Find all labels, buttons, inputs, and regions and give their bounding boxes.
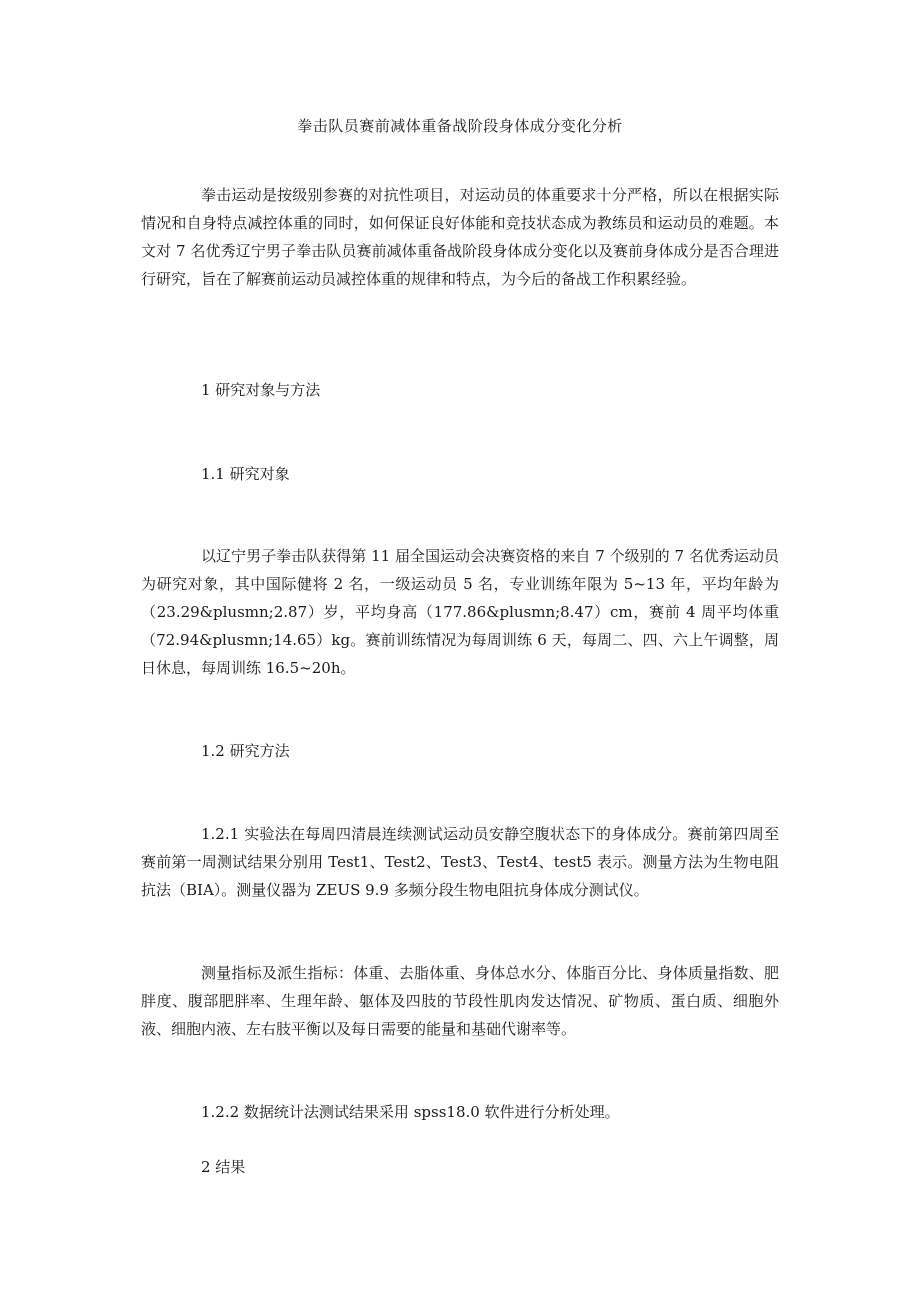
section-1-1-heading: 1.1 研究对象 xyxy=(201,465,290,483)
indicators-paragraph: 测量指标及派生指标：体重、去脂体重、身体总水分、体脂百分比、身体质量指数、肥胖度、腹部肥胖率、生理年龄、躯体及四肢的节段性肌肉发达情况、矿物质、蛋白质、细胞外液、细胞内液、左右肢平衡以及每日需要的能量和基础代谢率等。 xyxy=(141,964,779,1038)
intro-paragraph: 拳击运动是按级别参赛的对抗性项目，对运动员的体重要求十分严格，所以在根据实际情况和自身特点减控体重的同时，如何保证良好体能和竞技状态成为教练员和运动员的难题。本文对 7 名优秀辽宁男子拳击队员赛前减体重备战阶段身体成分变化以及赛前身体成分是否合理进行研究，旨在了解赛前运动员减控体重的规律和特点，为今后的备战工作积累经验。 xyxy=(141,186,779,288)
section-1-1-paragraph: 以辽宁男子拳击队获得第 11 届全国运动会决赛资格的来自 7 个级别的 7 名优秀运动员为研究对象，其中国际健将 2 名，一级运动员 5 名，专业训练年限为 5~13 年，平均年龄为（23.29&plusmn;2.87）岁，平均身高（177.86&plusmn;8.47）cm，赛前 4 周平均体重（72.94&plusmn;14.65）kg。赛前训练情况为每周训练 6 天，每周二、四、六上午调整，周日休息，每周训练 16.5~20h。 xyxy=(141,547,779,677)
section-1-2-heading: 1.2 研究方法 xyxy=(201,742,290,760)
section-1-2-1-paragraph: 1.2.1 实验法在每周四清晨连续测试运动员安静空腹状态下的身体成分。赛前第四周至赛前第一周测试结果分别用 Test1、Test2、Test3、Test4、test5 表示。测量方法为生物电阻抗法（BIA）。测量仪器为 ZEUS 9.9 多频分段生物电阻抗身体成分测试仪。 xyxy=(141,825,779,899)
section-1-2-2-paragraph: 1.2.2 数据统计法测试结果采用 spss18.0 软件进行分析处理。 xyxy=(201,1103,620,1121)
document-title: 拳击队员赛前减体重备战阶段身体成分变化分析 xyxy=(297,117,623,135)
section-2-heading: 2 结果 xyxy=(201,1158,246,1176)
section-1-heading: 1 研究对象与方法 xyxy=(201,381,321,399)
